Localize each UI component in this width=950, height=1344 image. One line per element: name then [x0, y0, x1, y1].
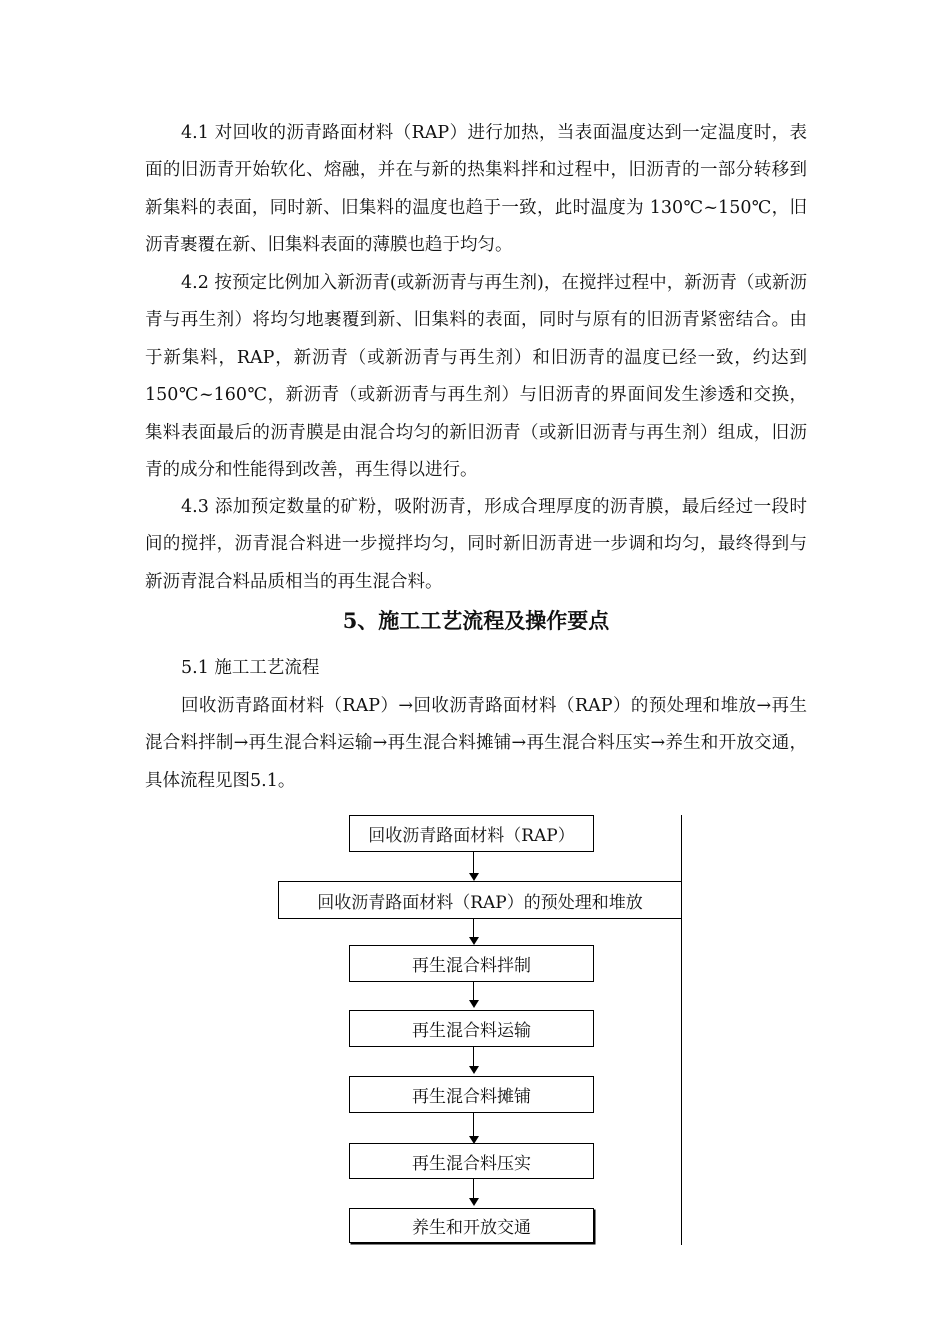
flow-step-1: 回收沥青路面材料（RAP） [349, 815, 594, 852]
flow-connector [473, 982, 474, 1001]
flow-step-2: 回收沥青路面材料（RAP）的预处理和堆放 [278, 881, 682, 919]
flowchart-side-line [681, 815, 682, 1245]
paragraph-4-2: 4.2 按预定比例加入新沥青(或新沥青与再生剂)，在搅拌过程中，新沥青（或新沥青与再生剂）将均匀地裹覆到新、旧集料的表面，同时与原有的旧沥青紧密结合。由于新集料，RAP，新沥青（或新沥青与再生剂）和旧沥青的温度已经一致，约达到 150℃~160℃，新沥青（或新沥青与再生剂）与旧沥青的界面间发生渗透和交换，集料表面最后的沥青膜是由混合均匀的新旧沥青（或新旧沥青与再生剂）组成，旧沥青的成分和性能得到改善，再生得以进行。 [145, 273, 807, 481]
arrow-down-icon [469, 1066, 479, 1074]
flow-connector [473, 919, 474, 938]
flow-step-7: 养生和开放交通 [349, 1208, 594, 1243]
flow-step-5: 再生混合料摊铺 [349, 1076, 594, 1113]
paragraph-4-1: 4.1 对回收的沥青路面材料（RAP）进行加热，当表面温度达到一定温度时，表面的旧沥青开始软化、熔融，并在与新的热集料拌和过程中，旧沥青的一部分转移到新集料的表面，同时新、旧集料的温度也趋于一致，此时温度为 130℃~150℃，旧沥青裹覆在新、旧集料表面的薄膜也趋于均匀。 [145, 123, 807, 256]
subsection-title: 5.1 施工工艺流程 [181, 658, 320, 678]
arrow-down-icon [469, 1198, 479, 1206]
section-heading: 5、施工工艺流程及操作要点 [342, 608, 610, 633]
paragraph-4-3: 4.3 添加预定数量的矿粉，吸附沥青，形成合理厚度的沥青膜，最后经过一段时间的搅拌，沥青混合料进一步搅拌均匀，同时新旧沥青进一步调和均匀，最终得到与新沥青混合料品质相当的再生混合料。 [145, 497, 807, 592]
arrow-down-icon [469, 937, 479, 945]
flow-connector [473, 1113, 474, 1137]
flow-step-4: 再生混合料运输 [349, 1010, 594, 1047]
flow-connector [473, 1179, 474, 1199]
flow-description: 回收沥青路面材料（RAP）→回收沥青路面材料（RAP）的预处理和堆放→再生混合料拌制→再生混合料运输→再生混合料摊铺→再生混合料压实→养生和开放交通，具体流程见图5.1。 [145, 696, 807, 791]
arrow-down-icon [469, 1000, 479, 1008]
flow-connector [473, 852, 474, 874]
flow-connector [473, 1047, 474, 1067]
flow-step-3: 再生混合料拌制 [349, 945, 594, 982]
flow-step-6: 再生混合料压实 [349, 1143, 594, 1179]
arrow-down-icon [469, 873, 479, 881]
